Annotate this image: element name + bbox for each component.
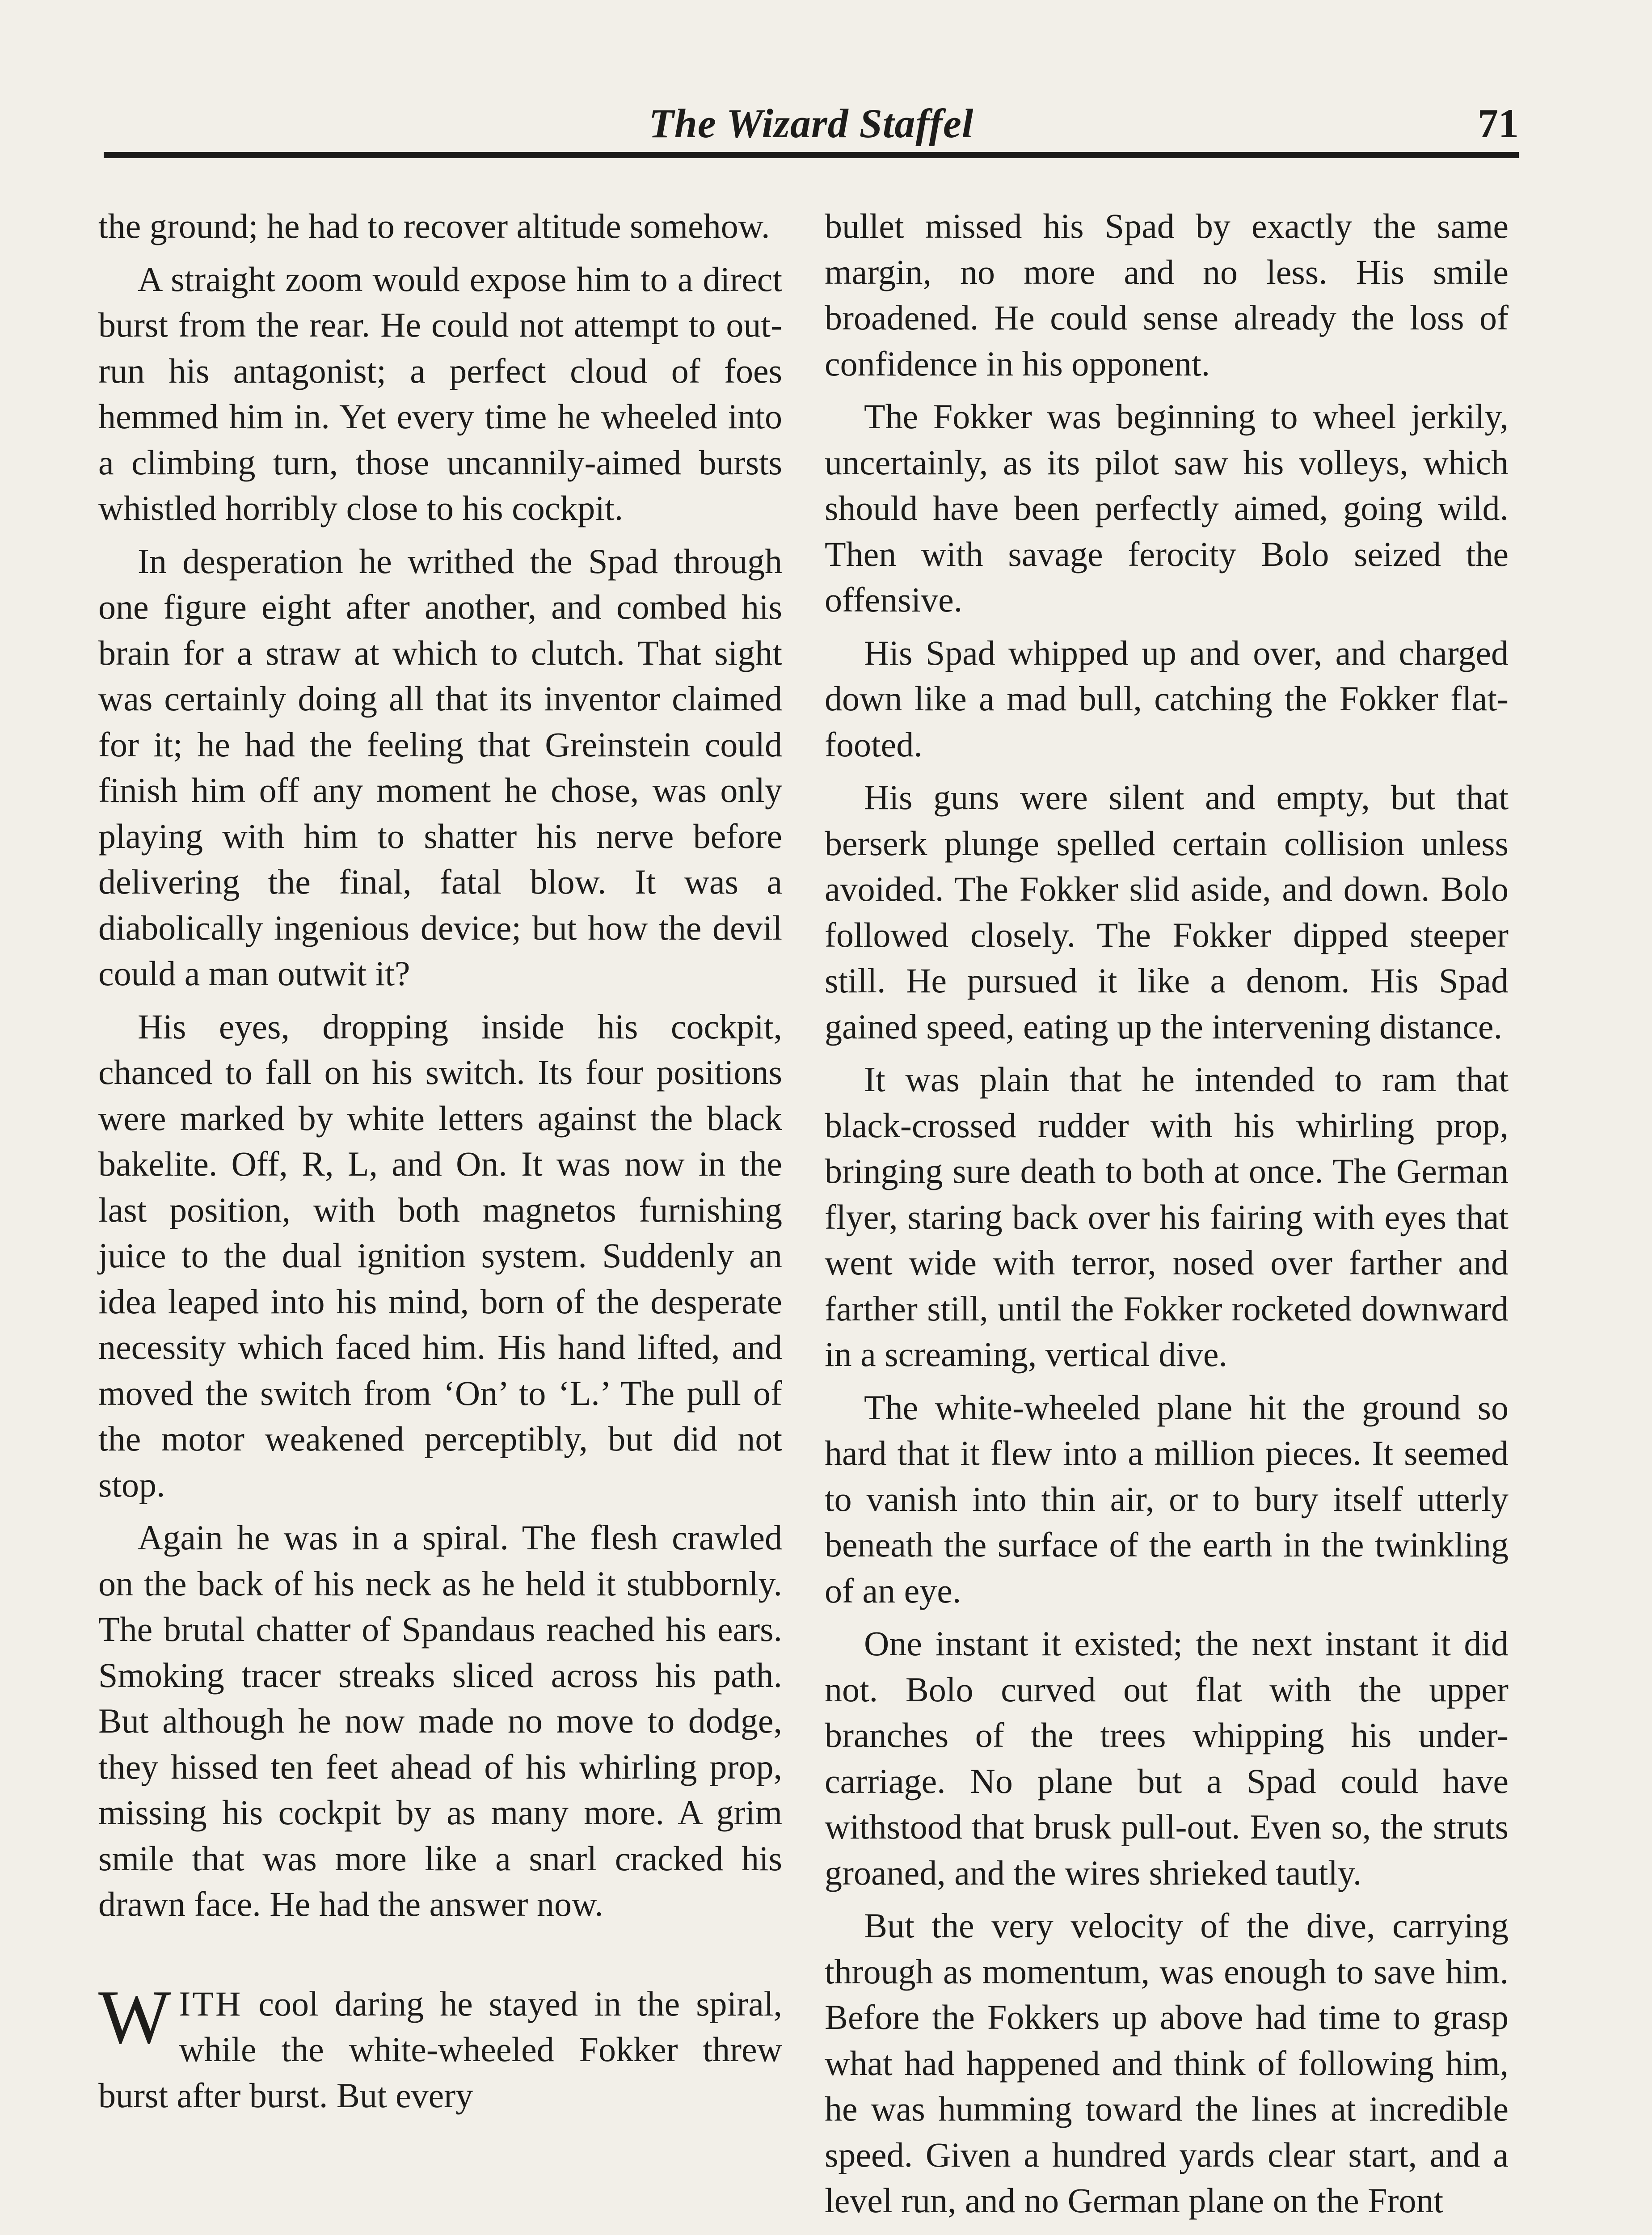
paragraph: But the very velocity of the dive, carrying through as momentum, was enough to save him. Before the Fokkers up above had time to grasp what had happened and think of following him, he was humming toward the lines at incredible speed. Given a hundred yards clear start, and a level run, and no German plane on the Front xyxy=(825,1906,1509,2220)
paragraph-text: cool daring he stayed in the spiral, while the white-wheeled Fokker threw burst after burst. But every xyxy=(98,1984,782,2115)
paragraph: The Fokker was beginning to wheel jerkily, uncertainly, as its pilot saw his volleys, which should have been perfectly aimed, going wild. Then with savage ferocity Bolo seized the offensive. xyxy=(825,397,1509,619)
page-number: 71 xyxy=(1478,101,1519,146)
small-caps-lead: ITH xyxy=(179,1984,243,2023)
paragraph: One instant it existed; the next instant it did not. Bolo curved out flat with the upper branches of the trees whipping his under-carriage. No plane but a Spad could have withstood that brusk pull-out. Even so, the struts groaned, and the wires shrieked tautly. xyxy=(825,1624,1509,1892)
running-title: The Wizard Staffel xyxy=(649,101,974,146)
paragraph: A straight zoom would expose him to a direct burst from the rear. He could not attempt to out-run his antagonist; a perfect cloud of foes hemmed him in. Yet every time he wheeled into a climbing turn, those uncannily-aimed bursts whistled horribly close to his cockpit. xyxy=(98,259,782,527)
header-rule xyxy=(104,152,1519,158)
left-column xyxy=(98,203,782,2125)
drop-cap: W xyxy=(98,1974,171,2060)
paragraph: His Spad whipped up and over, and charged down like a mad bull, catching the Fokker flat-footed. xyxy=(825,633,1509,764)
paragraph: the ground; he had to recover altitude somehow. xyxy=(98,207,770,245)
paragraph: Again he was in a spiral. The flesh crawled on the back of his neck as he held it stubbornly. The brutal chatter of Spandaus reached his ears. Smoking tracer streaks sliced across his path. But although he now made no move to dodge, they hissed ten feet ahead of his whirling prop, missing his cockpit by as many more. A grim smile that was more like a snarl cracked his drawn face. He had the answer now. xyxy=(98,1518,782,1923)
paragraph: It was plain that he intended to ram that black-crossed rudder with his whirling prop, bringing sure death to both at once. The German flyer, staring back over his fairing with eyes that went wide with terror, nosed over farther and farther still, until the Fokker rocketed downward in a screaming, vertical dive. xyxy=(825,1060,1509,1374)
paragraph: In desperation he writhed the Spad through one figure eight after another, and combed his brain for a straw at which to clutch. That sight was certainly doing all that its inventor claimed for it; he had the feeling that Greinstein could finish him off any moment he chose, was only playing with him to shatter his nerve before delivering the final, fatal blow. It was a diabolically ingenious device; but how the devil could a man outwit it? xyxy=(98,541,782,993)
paragraph: bullet missed his Spad by exactly the same margin, no more and no less. His smile broadened. He could sense already the loss of confidence in his opponent. xyxy=(825,207,1509,383)
dropcap-paragraph xyxy=(98,1974,782,2119)
paragraph: His eyes, dropping inside his cockpit, chanced to fall on his switch. Its four positions were marked by white letters against the black bakelite. Off, R, L, and On. It was now in the last position, with both magnetos furnishing juice to the dual ignition system. Suddenly an idea leaped into his mind, born of the desperate necessity which faced him. His hand lifted, and moved the switch from ‘On’ to ‘L.’ The pull of the motor weakened perceptibly, but did not stop. xyxy=(98,1007,782,1504)
running-header xyxy=(104,96,1519,150)
paragraph: His guns were silent and empty, but that berserk plunge spelled certain collision unless avoided. The Fokker slid aside, and down. Bolo followed closely. The Fokker dipped steeper still. He pursued it like a denom. His Spad gained speed, eating up the intervening distance. xyxy=(825,778,1509,1046)
right-column xyxy=(825,203,1509,2231)
paragraph: The white-wheeled plane hit the ground so hard that it flew into a million pieces. It seemed to vanish into thin air, or to bury itself utterly beneath the surface of the earth in the twinkling of an eye. xyxy=(825,1387,1509,1610)
